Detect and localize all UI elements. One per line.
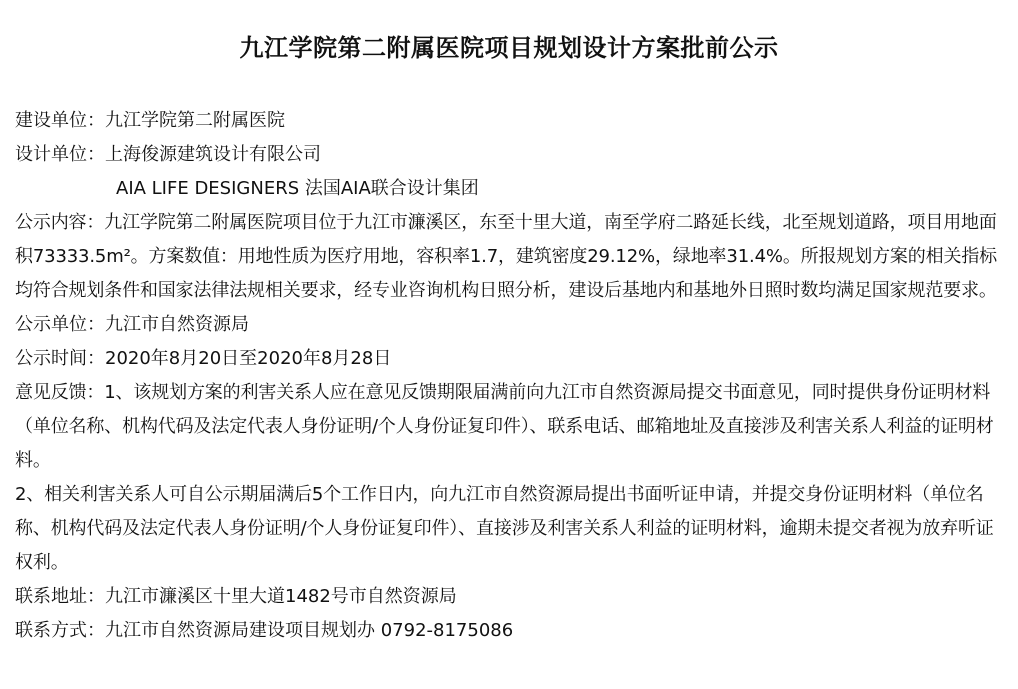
feedback-paragraph-1: 意见反馈：1、该规划方案的利害关系人应在意见反馈期限届满前向九江市自然资源局提交书面意见，同时提供身份证明材料（单位名称、机构代码及法定代表人身份证明/个人身份证复印件）、联系电话、邮箱地址及直接涉及利害关系人利益的证明材料。 (15, 382, 994, 471)
notice-body (15, 104, 1000, 648)
contact-line: 联系方式：九江市自然资源局建设项目规划办 0792-8175086 (15, 620, 514, 641)
content-paragraph: 公示内容：九江学院第二附属医院项目位于九江市濂溪区，东至十里大道，南至学府二路延长线，北至规划道路，项目用地面积73333.5m²。方案数值：用地性质为医疗用地，容积率1.7，建筑密度29.12%，绿地率31.4%。所报规划方案的相关指标均符合规划条件和国家法律法规相关要求，经专业咨询机构日照分析，建设后基地内和基地外日照时数均满足国家规范要求。 (15, 212, 998, 301)
publisher-line: 公示单位：九江市自然资源局 (15, 314, 249, 335)
designer-line-2: AIA LIFE DESIGNERS 法国AIA联合设计集团 (116, 178, 479, 199)
builder-line: 建设单位：九江学院第二附属医院 (15, 110, 285, 131)
feedback-paragraph-2: 2、相关利害关系人可自公示期届满后5个工作日内，向九江市自然资源局提出书面听证申请，并提交身份证明材料（单位名称、机构代码及法定代表人身份证明/个人身份证复印件）、直接涉及利害关系人利益的证明材料，逾期未提交者视为放弃听证权利。 (15, 484, 994, 573)
designer-line: 设计单位：上海俊源建筑设计有限公司 (15, 144, 321, 165)
period-line: 公示时间：2020年8月20日至2020年8月28日 (15, 348, 392, 369)
page-title: 九江学院第二附属医院项目规划设计方案批前公示 (239, 34, 779, 62)
address-line: 联系地址：九江市濂溪区十里大道1482号市自然资源局 (15, 586, 457, 607)
